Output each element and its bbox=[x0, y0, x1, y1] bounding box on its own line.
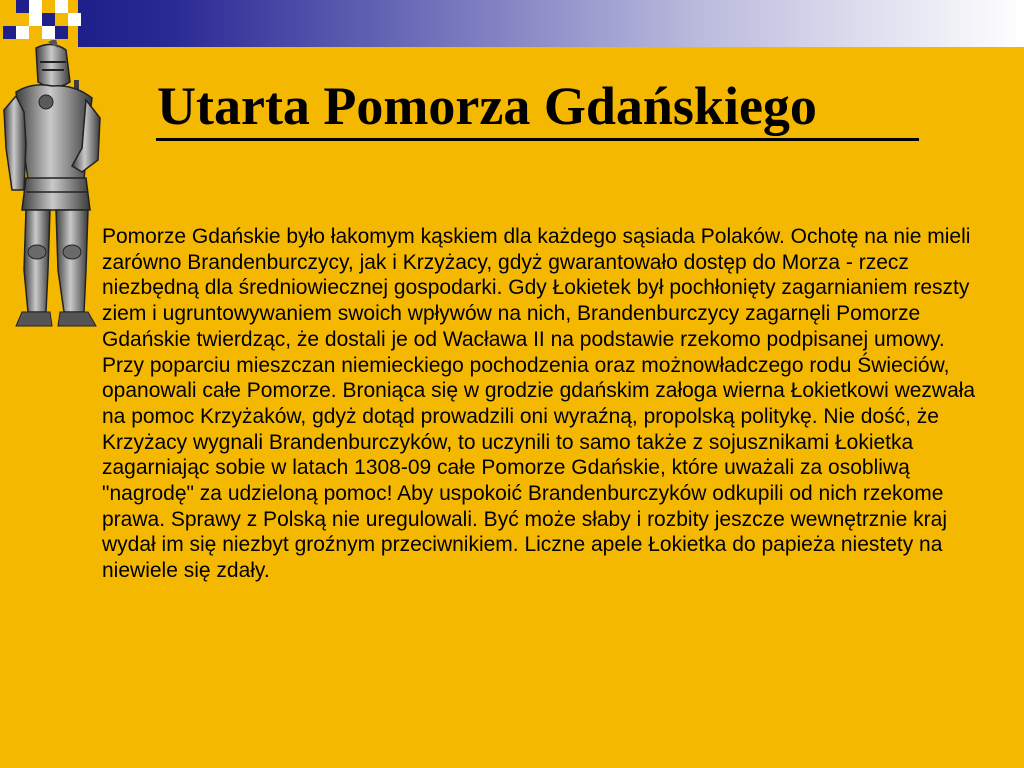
top-gradient-bar bbox=[78, 0, 1024, 47]
title-underline bbox=[156, 138, 919, 141]
slide-title: Utarta Pomorza Gdańskiego bbox=[157, 76, 817, 136]
knight-armor-icon bbox=[0, 40, 108, 330]
slide-body-text: Pomorze Gdańskie było łakomym kąskiem dla każdego sąsiada Polaków. Ochotę na nie mieli zarówno Brandenburczycy, jak i Krzyżacy, gdyż gwarantowało dostęp do Morza - rzecz niezbędną dla średniowiecznej gospodarki. Gdy Łokietek był pochłonięty zagarnianiem reszty ziem i ugruntowywaniem swoich wpływów na nich, Brandenburczycy zagarnęli Pomorze Gdańskie twierdząc, że dostali je od Wacława II na podstawie rzekomo podpisanej umowy. Przy poparciu mieszczan niemieckiego pochodzenia oraz możnowładczego rodu Świeciów, opanowali całe Pomorze. Broniąca się w grodzie gdańskim załoga wierna Łokietkowi wezwała na pomoc Krzyżaków, gdyż dotąd prowadzili oni wyraźną, propolską politykę. Nie dość, że Krzyżacy wygnali Brandenburczyków, to uczynili to samo także z sojusznikami Łokietka zagarniając sobie w latach 1308-09 całe Pomorze Gdańskie, które uważali za osobliwą "nagrodę" za udzieloną pomoc! Aby uspokoić Brandenburczyków odkupili od nich rzekome prawa. Sprawy z Polską nie uregulowali. Być może słaby i rozbity jeszcze wewnętrznie kraj wydał im się niezbyt groźnym przeciwnikiem. Liczne apele Łokietka do papieża niestety na niewiele się zdały. bbox=[102, 225, 976, 583]
